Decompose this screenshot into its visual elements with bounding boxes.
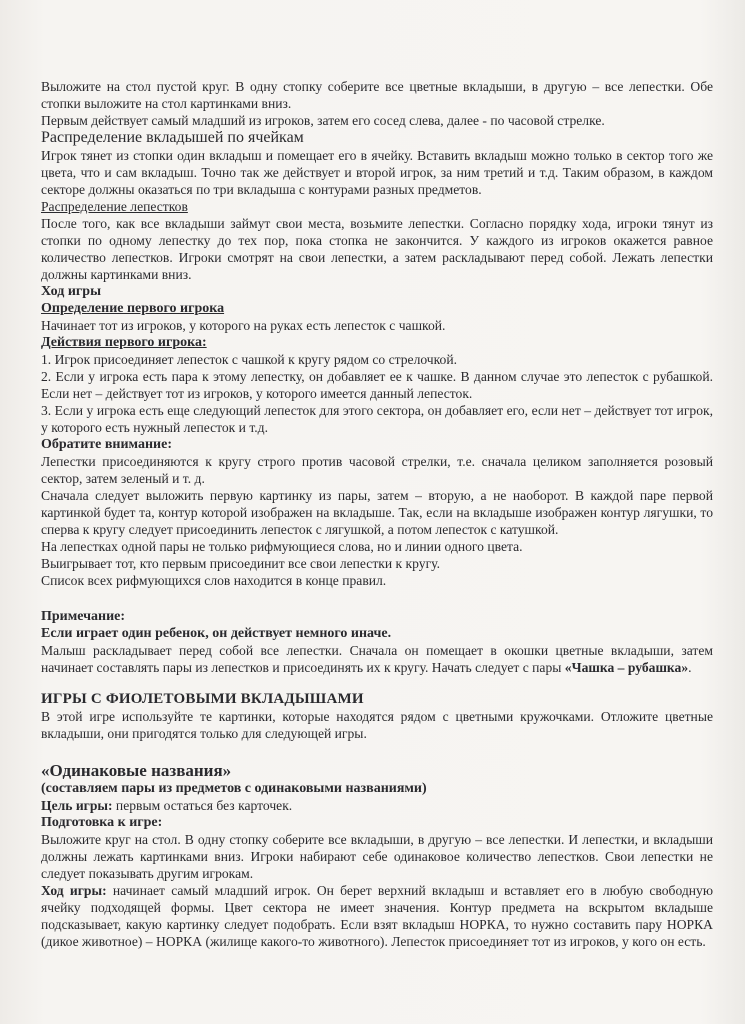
paragraph: Выложите на стол пустой круг. В одну стопку соберите все цветные вкладыши, в другую – все лепестки. Обе стопки выложите на стол картинками вниз. [41, 79, 713, 111]
subsection-heading: Обратите внимание: [41, 437, 172, 452]
paragraph: После того, как все вкладыши займут свои места, возьмите лепестки. Согласно порядку хода, игроки тянут из стопки по одному лепестку до тех пор, пока стопка не закончится. У каждого из игроков окажется равное количество лепестков. Игроки смотрят на свои лепестки, а затем раскладывают перед собой. Лежать лепестки должны картинками вниз. [41, 216, 713, 282]
subsection-heading: Если играет один ребенок, он действует немного иначе. [41, 626, 392, 641]
paragraph: На лепестках одной пары не только рифмующиеся слова, но и линии одного цвета. [41, 539, 523, 554]
goal-text: первым остаться без карточек. [112, 798, 293, 813]
paragraph: Выложите круг на стол. В одну стопку соберите все вкладыши, в другую – все лепестки. И лепестки, и вкладыши должны лежать картинками вниз. Игроки набирают себе одинаковое количество лепестков. Свои лепестки не следует показывать другим игрокам. [41, 832, 713, 881]
paragraph: Сначала следует выложить первую картинку из пары, затем – вторую, а не наоборот. В каждой паре первой картинкой будет та, контур которой изображен на вкладыше. Так, если на вкладыше изображен контур лягушки, то сперва к кругу следует присоединить лепесток с лягушкой, а потом лепесток с катушкой. [41, 488, 713, 537]
list-item: 2. Если у игрока есть пара к этому лепестку, он добавляет ее к чашке. В данном случае это лепесток с рубашкой. Если нет – действует тот из игроков, у которого имеется данный лепесток. [41, 369, 713, 401]
paragraph: Список всех рифмующихся слов находится в конце правил. [41, 573, 387, 588]
subsection-heading: Действия первого игрока: [41, 335, 207, 350]
paragraph-text: Малыш раскладывает перед собой все лепестки. Сначала он помещает в окошки цветные вкладыши, затем начинает составлять пары из лепестков и присоединять их к кругу. Начать следует с пары [41, 643, 713, 675]
paragraph: Начинает тот из игроков, у которого на руках есть лепесток с чашкой. [41, 318, 446, 333]
list-item: 3. Если у игрока есть еще следующий лепесток для этого сектора, он добавляет его, если нет – действует тот игрок, у которого есть нужный лепесток и т.д. [41, 403, 713, 435]
flow-label: Ход игры: [41, 883, 107, 898]
goal-label: Цель игры: [41, 798, 113, 813]
subsection-heading: Распределение лепестков [41, 199, 188, 214]
paragraph [41, 642, 713, 676]
subsection-heading: Примечание: [41, 609, 126, 624]
subsection-heading: Подготовка к игре: [41, 815, 163, 830]
paragraph: В этой игре используйте те картинки, которые находятся рядом с цветными кружочками. Отложите цветные вкладыши, они пригодятся только для следующей игры. [41, 709, 713, 741]
game-title: «Одинаковые названия» [41, 761, 232, 780]
paragraph [41, 797, 713, 814]
section-heading: Ход игры [41, 284, 101, 299]
game-subtitle: (составляем пары из предметов с одинаковыми названиями) [41, 781, 427, 796]
section-heading: ИГРЫ С ФИОЛЕТОВЫМИ ВКЛАДЫШАМИ [41, 691, 364, 707]
paragraph: Первым действует самый младший из игроков, затем его сосед слева, далее - по часовой стрелке. [41, 113, 605, 128]
paragraph: Лепестки присоединяются к кругу строго против часовой стрелки, т.е. сначала целиком заполняется розовый сектор, затем зеленый и т. д. [41, 454, 713, 486]
paragraph: Выигрывает тот, кто первым присоединит все свои лепестки к кругу. [41, 556, 440, 571]
subsection-heading: Определение первого игрока [41, 301, 225, 316]
pair-name: «Чашка – рубашка» [564, 660, 689, 675]
list-item: 1. Игрок присоединяет лепесток с чашкой к кругу рядом со стрелочкой. [41, 352, 458, 367]
paragraph [41, 882, 713, 950]
paragraph-text: . [688, 660, 692, 675]
flow-text: начинает самый младший игрок. Он берет верхний вкладыш и вставляет его в любую свободную ячейку подходящей формы. Цвет сектора не имеет значения. Контур предмета на вскрытом вкладыше подсказывает, какую картинку следует подобрать. Если взят вкладыш НОРКА, то нужно составить пару НОРКА (дикое животное) – НОРКА (жилище какого-то животного). Лепесток присоединяет тот из игроков, у кого он есть. [41, 883, 713, 949]
document-content [41, 78, 713, 950]
paragraph: Игрок тянет из стопки один вкладыш и помещает его в ячейку. Вставить вкладыш можно только в сектор того же цвета, что и сам вкладыш. Точно так же действует и второй игрок, за ним третий и т.д. Таким образом, в каждом секторе должны оказаться по три вкладыша с контурами разных предметов. [41, 148, 713, 197]
section-heading: Распределение вкладышей по ячейкам [41, 129, 304, 146]
